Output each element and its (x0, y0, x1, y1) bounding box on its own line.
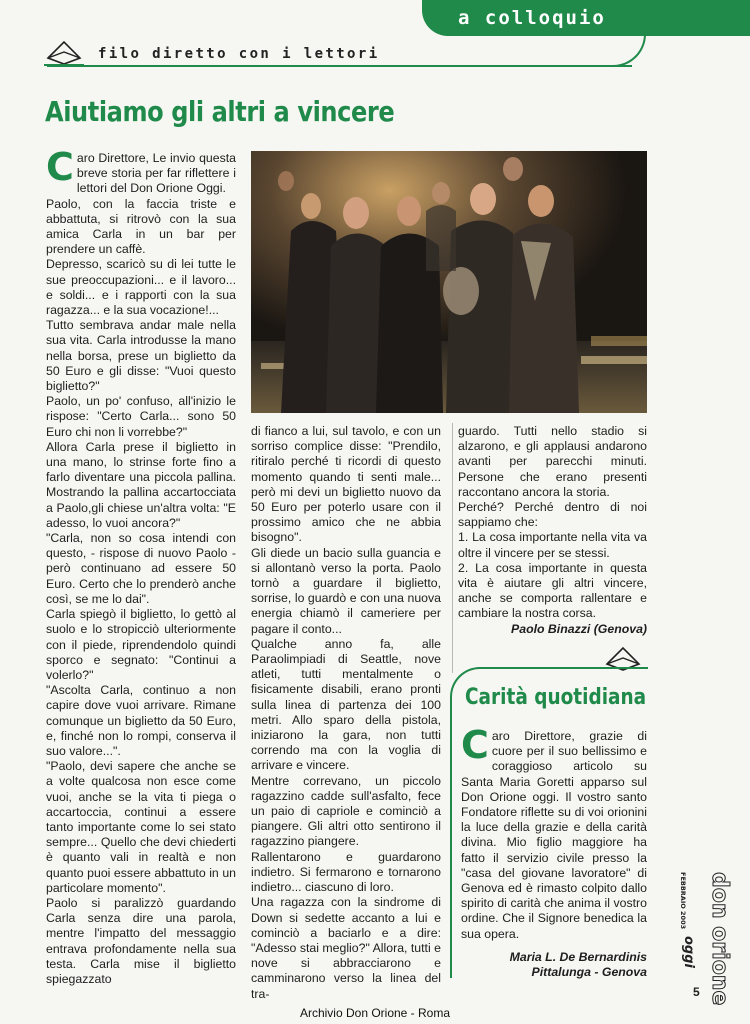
paragraph: di fianco a lui, sul tavolo, e con un sorriso complice disse: "Prendilo, ritiralo perché ti ricordi di questo momento quando ti senti male... però mi devi un biglietto nuovo da 50 Euro per poterlo usare con il prossimo amico che ne abbia bisogno". (251, 424, 441, 545)
paragraph: Paolo, un po' confuso, all'inizio le rispose: "Certo Carla... sono 50 Euro chi non li vorrebbe?" (46, 394, 236, 439)
box-side-rule (450, 700, 452, 978)
paragraph: Depresso, scaricò su di lei tutte le sue preoccupazioni... e il lavoro... e soldi... e i rapporti con la sua ragazza... e la sua vocazione!... (46, 257, 236, 318)
archive-footer: Archivio Don Orione - Roma (299, 1006, 451, 1020)
column-divider (452, 423, 453, 673)
article-column-2 (251, 424, 441, 1002)
paragraph: "Paolo, devi sapere che anche se a volte qualcosa non esce come vuoi, anche se la vita ti piega o accartoccia, continui a essere tanto importante come lo sei stato sempre... Quello che devi chiederti è quanto vali in realtà e non quanto puoi essere abbattuto in un particolare momento". (46, 759, 236, 895)
article-photo (251, 151, 647, 413)
paragraph: Carla spiegò il biglietto, lo gettò al suolo e lo stropicciò ulteriormente con il piede, riprendendolo quindi sporco e segnato: "Continui a volerlo?" (46, 607, 236, 682)
box-title: Carità quotidiana (465, 685, 647, 710)
paragraph: Paolo si paralizzò guardando Carla senza dire una parola, mentre l'impatto del messaggio entrava profondamente nella sua testa. Carla mise il biglietto spiegazzato (46, 895, 236, 986)
signature: Paolo Binazzi (Genova) (511, 621, 647, 636)
paragraph: Una ragazza con la sindrome di Down si sedette accanto a lui e cominciò a baciarlo e a dire: "Adesso stai meglio?" Allora, tutti e nove si abbracciarono e camminarono verso la linea del tra- (251, 895, 441, 1001)
paragraph: Paolo, con la faccia triste e abbattuta, si ritrovò con la sua amica Carla in un bar per prendere un caffè. (46, 196, 236, 257)
paragraph: Caro Direttore, Le invio questa breve storia per far riflettere i lettori del Don Orione Oggi. (46, 145, 236, 196)
brand-name: don orione (707, 872, 732, 1006)
drop-cap: C (461, 723, 489, 767)
section-subtitle: filo diretto con i lettori (98, 46, 380, 62)
paragraph: 1. La cosa importante nella vita va oltre il vincere per se stessi. (458, 530, 647, 560)
box-letter (461, 723, 647, 980)
header-curve (600, 34, 646, 67)
paragraph: Allora Carla prese il biglietto in una mano, lo strinse forte fino a farlo diventare una piccola pallina. Mostrando la pallina accartocciata a Paolo,gli chiese un'altra volta: "E adesso, lo vuoi ancora?" (46, 439, 236, 530)
crowd-photo-illustration (251, 151, 647, 413)
paragraph: Mentre correvano, un piccolo ragazzino cadde sull'asfalto, fece un paio di capriole e cominciò a piangere. Gli altri otto sentirono il ragazzino piangere. (251, 773, 441, 849)
header-rule (47, 65, 632, 67)
brand-issue: FEBBRAIO 2003 (679, 872, 687, 930)
paragraph: Perché? Perché dentro di noi sappiamo che: (458, 500, 647, 530)
paragraph: 2. La cosa importante in questa vita è aiutare gli altri vincere, anche se comporta rallentare e cambiare la nostra corsa. (458, 560, 647, 621)
brand-oggi: oggi (681, 936, 696, 968)
drop-cap: C (46, 145, 74, 189)
signature: Maria L. De Bernardinis (509, 949, 647, 964)
article-column-1 (46, 145, 236, 987)
paragraph: Tutto sembrava andar male nella sua vita. Carla introdusse la mano nella borsa, prese un biglietto da 50 Euro e gli disse: "Vuoi questo biglietto?" (46, 318, 236, 394)
section-tab (422, 0, 750, 36)
paragraph: Qualche anno fa, alle Paraolimpiadi di Seattle, nove atleti, tutti mentalmente o fisicamente disabili, erano pronti sulla linea di partenza dei 100 metri. Allo sparo della pistola, iniziarono la gara, non tutti correndo ma con la voglia di arrivare e vincere. (251, 636, 441, 773)
article-title: Aiutiamo gli altri a vincere (45, 95, 395, 128)
paragraph: "Carla, non so cosa intendi con questo, - rispose di nuovo Paolo - però continuano ad essere 50 Euro. Certo che lo prenderò anche così, se me lo dai". (46, 531, 236, 606)
paragraph: "Ascolta Carla, continuo a non capire dove vuoi arrivare. Rimane comunque un biglietto da 50 Euro, e, finché non lo rompi, conserva il suo valore...". (46, 683, 236, 758)
paragraph: Rallentarono e guardarono indietro. Si fermarono e tornarono indietro... ciascuno di loro. (251, 849, 441, 895)
signature-line-2: Pittalunga - Genova (531, 965, 647, 980)
article-column-3 (458, 424, 647, 637)
paragraph: Gli diede un bacio sulla guancia e si allontanò verso la porta. Paolo tornò a guardare il biglietto, sorrise, lo guardò e con una nuova energia chiamò il cameriere per pagare il conto... (251, 545, 441, 636)
page-number: 5 (693, 985, 700, 999)
box-rule (478, 667, 648, 669)
envelope-logo-icon (44, 38, 84, 68)
magazine-brand-logo (661, 870, 732, 1006)
paragraph: guardo. Tutti nello stadio si alzarono, e gli applausi andarono avanti per parecchi minuti. Persone che erano presenti raccontano ancora la storia. (458, 424, 647, 499)
paragraph: Caro Direttore, grazie di cuore per il suo bellissimo e coraggioso articolo su Santa Maria Goretti apparso sul Don Orione oggi. Il vostro santo Fondatore riflette su di voi orionini la luce della grazie e della carità divina. Mio figlio maggiore ha fatto il servizio civile presso la "casa del giovane lavoratore" di Genova ed è rimasto colpito dallo spirito di carità che anima il vostro ordine. Che il Signore benedica la sua opera. (461, 723, 647, 941)
section-label: a colloquio (458, 7, 606, 29)
